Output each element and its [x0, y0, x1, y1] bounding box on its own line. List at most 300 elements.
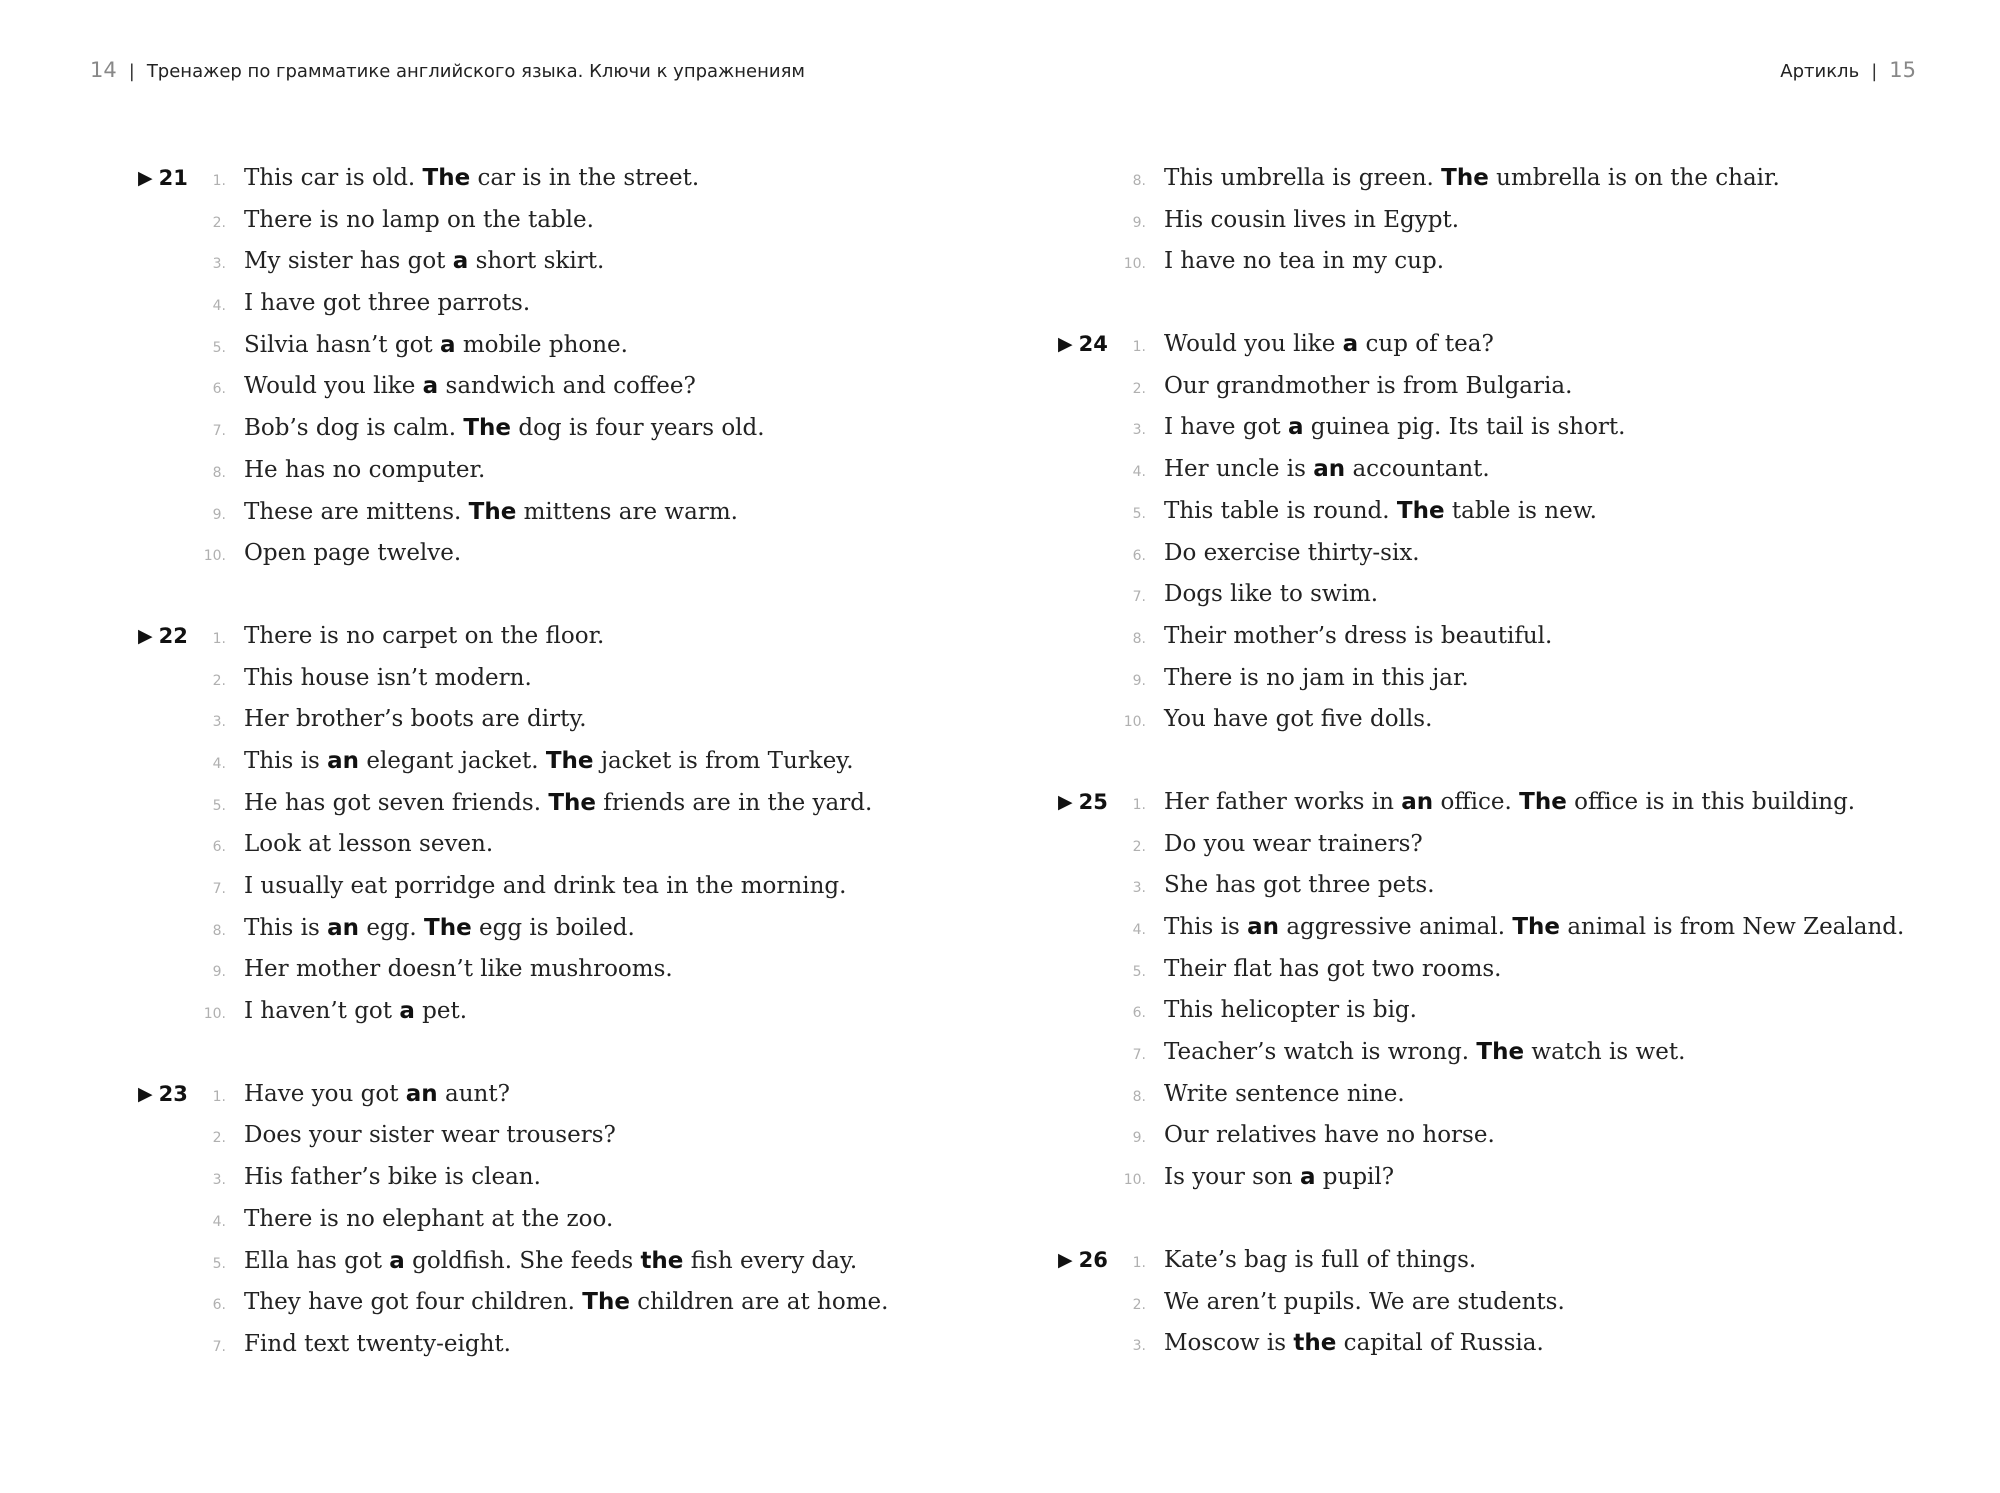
answer-text [1164, 1074, 1405, 1116]
answer-item [196, 1074, 968, 1116]
answer-text [1164, 366, 1572, 408]
answer-item [196, 1324, 968, 1366]
exercise-id: 24 [1078, 332, 1108, 357]
exercise-id: 25 [1078, 789, 1108, 814]
article-highlight: The [424, 914, 472, 941]
answer-text [244, 1074, 510, 1116]
answer-text [244, 492, 738, 534]
item-number: 2. [1132, 838, 1146, 855]
item-number: 8. [212, 464, 226, 481]
sentence-fragment: dog is four years old. [511, 415, 765, 442]
play-arrow-icon: ▶ [138, 1083, 153, 1106]
answer-text [1164, 200, 1459, 242]
answer-item [196, 949, 968, 991]
sentence-fragment: You have got five dolls. [1164, 706, 1433, 733]
answer-item [196, 783, 968, 825]
exercise-block [1058, 782, 1938, 1199]
exercise-block [1058, 324, 1938, 741]
sentence-fragment: Is your son [1164, 1164, 1300, 1191]
item-number: 7. [212, 1338, 226, 1355]
article-highlight: The [422, 165, 471, 191]
answer-text [1164, 699, 1432, 741]
sentence-fragment: mittens are warm. [516, 498, 738, 525]
item-number: 10. [1123, 256, 1146, 273]
exercise-block [138, 616, 968, 1033]
answer-item [1116, 1074, 1938, 1116]
answer-item [196, 241, 968, 283]
right-page-number: 15 [1889, 58, 1916, 82]
sentence-fragment: pet. [414, 998, 468, 1025]
sentence-fragment: Moscow is [1164, 1330, 1294, 1357]
answer-item [196, 866, 968, 908]
exercise-block [1058, 1240, 1938, 1365]
exercise-block [138, 158, 968, 575]
answer-item [196, 283, 968, 325]
item-number: 1. [1132, 1254, 1146, 1271]
item-number: 4. [1132, 922, 1146, 938]
item-number: 9. [212, 964, 226, 981]
answer-item [196, 658, 968, 700]
answer-text [244, 200, 594, 242]
answer-text [244, 783, 872, 825]
answer-item [1116, 574, 1938, 616]
answer-text [244, 408, 765, 450]
answer-text [1164, 949, 1502, 991]
exercise-number [1058, 324, 1108, 366]
answer-text [244, 366, 696, 408]
item-number: 10. [1123, 1172, 1146, 1189]
article-highlight: The [1476, 1039, 1525, 1066]
exercise-number [138, 158, 188, 200]
sentence-fragment: Do you wear trainers? [1164, 830, 1423, 857]
sentence-fragment: children are at home. [629, 1289, 889, 1316]
sentence-fragment: Write sentence nine. [1164, 1080, 1405, 1107]
play-arrow-icon: ▶ [1058, 333, 1073, 356]
answer-item [1116, 1157, 1938, 1199]
sentence-fragment: Bob’s dog is calm. [244, 415, 464, 442]
item-number: 9. [1132, 1130, 1146, 1147]
answer-item [196, 908, 968, 950]
exercise-id: 21 [158, 166, 188, 190]
item-number: 10. [203, 548, 226, 565]
article-highlight: an [405, 1080, 438, 1107]
article-highlight: the [640, 1247, 684, 1274]
sentence-fragment: table is new. [1444, 497, 1597, 524]
article-highlight: a [439, 331, 456, 358]
sentence-fragment: There is no jam in this jar. [1164, 664, 1469, 691]
answer-item [1116, 865, 1938, 907]
answer-text [244, 283, 530, 325]
sentence-fragment: Does your sister wear trousers? [244, 1122, 616, 1149]
sentence-fragment: Her brother’s boots are dirty. [244, 706, 587, 733]
answer-text [244, 158, 699, 200]
answer-text [1164, 1157, 1394, 1199]
answer-item [196, 991, 968, 1033]
sentence-fragment: She has got three pets. [1164, 872, 1435, 899]
article-highlight: a [452, 248, 469, 275]
answer-text [1164, 865, 1435, 907]
sentence-fragment: egg. [359, 914, 425, 941]
sentence-fragment: Kate’s bag is full of things. [1164, 1246, 1477, 1273]
answer-item [196, 1115, 968, 1157]
exercise-number [138, 1074, 188, 1116]
sentence-fragment: I have got [1164, 414, 1288, 441]
item-number: 6. [212, 381, 226, 398]
item-number: 9. [1132, 672, 1146, 689]
sentence-fragment: I haven’t got [244, 998, 400, 1025]
sentence-fragment: umbrella is on the chair. [1488, 165, 1780, 191]
item-number: 1. [1132, 339, 1146, 356]
sentence-fragment: office is in this building. [1566, 788, 1856, 815]
answer-item [196, 741, 968, 783]
answer-item [1116, 200, 1938, 242]
item-number: 1. [212, 173, 226, 189]
item-number: 1. [212, 1088, 226, 1105]
answer-item [1116, 491, 1938, 533]
item-number: 2. [212, 1130, 226, 1147]
item-number: 4. [212, 298, 226, 315]
answer-item [1116, 699, 1938, 741]
sentence-fragment: Do exercise thirty-six. [1164, 539, 1420, 566]
item-number: 8. [1132, 1088, 1146, 1105]
answer-item [196, 492, 968, 534]
sentence-fragment: pupil? [1315, 1164, 1395, 1191]
answer-text [1164, 158, 1780, 200]
sentence-fragment: I have got three parrots. [244, 290, 531, 317]
article-highlight: a [389, 1247, 405, 1274]
sentence-fragment: aunt? [437, 1080, 510, 1107]
sentence-fragment: aggressive animal. [1279, 914, 1513, 940]
answer-text [1164, 616, 1552, 658]
answer-text [1164, 990, 1417, 1032]
answer-list [1058, 1240, 1938, 1365]
item-number: 5. [1132, 505, 1146, 522]
article-highlight: a [1287, 414, 1304, 441]
play-arrow-icon: ▶ [138, 625, 153, 648]
sentence-fragment: They have got four children. [244, 1289, 583, 1316]
right-page-header [1780, 58, 1916, 82]
article-highlight: The [468, 498, 517, 525]
sentence-fragment: friends are in the yard. [596, 789, 873, 816]
exercise-id: 26 [1078, 1247, 1108, 1272]
sentence-fragment: This house isn’t modern. [244, 664, 532, 691]
article-highlight: an [327, 914, 360, 941]
sentence-fragment: Their flat has got two rooms. [1164, 955, 1502, 982]
sentence-fragment: jacket is from Turkey. [593, 747, 854, 774]
article-highlight: The [582, 1289, 630, 1316]
sentence-fragment: accountant. [1345, 456, 1490, 483]
sentence-fragment: Her mother doesn’t like mushrooms. [244, 956, 673, 983]
answer-item [1116, 1115, 1938, 1157]
answer-text [1164, 907, 1904, 949]
sentence-fragment: egg is boiled. [471, 914, 635, 941]
sentence-fragment: car is in the street. [470, 165, 700, 191]
answer-text [244, 658, 532, 700]
answer-item [1116, 1240, 1938, 1282]
sentence-fragment: His father’s bike is clean. [244, 1164, 541, 1191]
sentence-fragment: sandwich and coffee? [438, 373, 696, 400]
answer-text [244, 241, 604, 283]
answer-text [244, 908, 635, 950]
answer-item [196, 824, 968, 866]
item-number: 6. [212, 1297, 226, 1314]
answer-text [244, 1282, 888, 1324]
item-number: 3. [212, 256, 226, 273]
item-number: 4. [212, 1213, 226, 1230]
exercise-id: 23 [158, 1081, 188, 1106]
article-highlight: a [422, 373, 439, 400]
sentence-fragment: watch is wet. [1524, 1039, 1686, 1066]
article-highlight: The [1512, 914, 1561, 940]
answer-item [1116, 407, 1938, 449]
answer-text [244, 1324, 511, 1366]
item-number: 9. [1132, 214, 1146, 231]
item-number: 1. [1132, 796, 1146, 813]
sentence-fragment: Open page twelve. [244, 540, 462, 567]
exercise-id: 22 [158, 623, 188, 648]
answer-text [1164, 824, 1423, 866]
sentence-fragment: I usually eat porridge and drink tea in the morning. [244, 873, 847, 899]
answer-text [244, 1199, 613, 1241]
sentence-fragment: guinea pig. Its tail is short. [1303, 414, 1626, 441]
left-page-header [90, 58, 805, 82]
item-number: 3. [1132, 880, 1146, 897]
sentence-fragment: elegant jacket. [359, 747, 546, 774]
answer-item [1116, 907, 1938, 949]
answer-item [1116, 533, 1938, 575]
sentence-fragment: Have you got [244, 1080, 406, 1107]
sentence-fragment: mobile phone. [455, 331, 628, 358]
item-number: 7. [212, 881, 226, 897]
answer-item [1116, 366, 1938, 408]
answer-text [244, 741, 854, 783]
right-answers-column [1058, 158, 1938, 1406]
answer-text [244, 949, 673, 991]
header-separator: | [128, 61, 135, 82]
article-highlight: The [548, 789, 596, 816]
item-number: 5. [212, 797, 226, 814]
play-arrow-icon: ▶ [1058, 791, 1073, 814]
item-number: 4. [1132, 464, 1146, 481]
sentence-fragment: This is [244, 914, 328, 941]
answer-text [244, 325, 628, 367]
left-answers-column [138, 158, 968, 1407]
answer-item [1116, 158, 1938, 200]
item-number: 6. [1132, 547, 1146, 564]
article-highlight: a [399, 998, 415, 1025]
answer-text [1164, 491, 1597, 533]
item-number: 10. [1123, 714, 1146, 731]
item-number: 6. [1132, 1005, 1146, 1022]
sentence-fragment: This is [244, 747, 328, 774]
item-number: 3. [212, 714, 226, 731]
exercise-number [1058, 782, 1108, 824]
play-arrow-icon: ▶ [138, 167, 153, 190]
answer-item [196, 408, 968, 450]
sentence-fragment: short skirt. [468, 248, 605, 275]
answer-text [244, 450, 485, 492]
answer-text [1164, 574, 1378, 616]
answer-item [196, 325, 968, 367]
item-number: 7. [1132, 1047, 1146, 1064]
answer-text [1164, 449, 1490, 491]
answer-item [1116, 1032, 1938, 1074]
item-number: 8. [1132, 630, 1146, 647]
sentence-fragment: Would you like [1164, 331, 1343, 358]
answer-item [1116, 1323, 1938, 1365]
sentence-fragment: Look at lesson seven. [244, 831, 494, 858]
answer-text [244, 991, 467, 1033]
item-number: 9. [212, 506, 226, 523]
answer-text [1164, 533, 1420, 575]
article-highlight: an [1401, 788, 1434, 815]
sentence-fragment: office. [1433, 788, 1520, 815]
answer-text [244, 1115, 616, 1157]
header-separator: | [1871, 61, 1878, 82]
left-page-number: 14 [90, 58, 117, 82]
answer-text [244, 1241, 857, 1283]
sentence-fragment: My sister has got [244, 248, 453, 275]
sentence-fragment: We aren’t pupils. We are students. [1164, 1288, 1565, 1315]
exercise-number [138, 616, 188, 658]
answer-list [138, 158, 968, 575]
left-page-title: Тренажер по грамматике английского языка. Ключи к упражнениям [146, 61, 805, 82]
answer-item [196, 533, 968, 575]
answer-list [138, 1074, 968, 1366]
answer-text [244, 699, 587, 741]
item-number: 7. [212, 423, 226, 440]
article-highlight: The [463, 415, 512, 442]
answer-item [1116, 949, 1938, 991]
article-highlight: The [545, 747, 594, 774]
sentence-fragment: Her father works in [1164, 788, 1402, 815]
exercise-number [1058, 1240, 1108, 1282]
exercise-block [138, 1074, 968, 1366]
answer-list [138, 616, 968, 1033]
item-number: 2. [1132, 1296, 1146, 1313]
item-number: 7. [1132, 589, 1146, 606]
sentence-fragment: His cousin lives in Egypt. [1164, 206, 1460, 233]
sentence-fragment: cup of tea? [1358, 331, 1494, 358]
item-number: 5. [1132, 963, 1146, 980]
item-number: 6. [212, 839, 226, 856]
answer-list [1058, 158, 1938, 283]
item-number: 3. [212, 1172, 226, 1189]
article-highlight: The [1441, 165, 1489, 191]
answer-text [1164, 1032, 1685, 1074]
article-highlight: The [1519, 788, 1567, 815]
answer-item [196, 366, 968, 408]
answer-item [196, 1199, 968, 1241]
answer-text [1164, 1240, 1476, 1282]
sentence-fragment: fish every day. [683, 1247, 858, 1274]
item-number: 2. [212, 672, 226, 689]
answer-text [244, 533, 461, 575]
article-highlight: The [1396, 497, 1445, 524]
answer-item [196, 450, 968, 492]
sentence-fragment: Their mother’s dress is beautiful. [1164, 622, 1553, 649]
answer-text [1164, 1115, 1495, 1157]
sentence-fragment: These are mittens. [244, 498, 469, 525]
right-page-title: Артикль [1780, 61, 1860, 82]
answer-item [1116, 990, 1938, 1032]
answer-text [1164, 1323, 1544, 1365]
answer-text [1164, 407, 1625, 449]
sentence-fragment: capital of Russia. [1336, 1330, 1544, 1357]
answer-item [196, 158, 968, 200]
item-number: 10. [203, 1006, 226, 1023]
answer-text [244, 824, 493, 866]
item-number: 2. [1132, 380, 1146, 397]
article-highlight: an [1313, 456, 1346, 483]
item-number: 2. [212, 214, 226, 231]
sentence-fragment: There is no lamp on the table. [244, 206, 594, 233]
article-highlight: an [1247, 914, 1280, 940]
item-number: 3. [1132, 1338, 1146, 1355]
play-arrow-icon: ▶ [1058, 1249, 1073, 1272]
answer-item [196, 1241, 968, 1283]
answer-item [1116, 616, 1938, 658]
sentence-fragment: This umbrella is green. [1164, 165, 1442, 191]
exercise-block [1058, 158, 1938, 283]
item-number: 5. [212, 1255, 226, 1272]
item-number: 8. [1132, 173, 1146, 189]
sentence-fragment: There is no elephant at the zoo. [244, 1205, 614, 1232]
answer-text [244, 866, 846, 908]
sentence-fragment: I have no tea in my cup. [1164, 248, 1445, 275]
answer-item [1116, 449, 1938, 491]
answer-item [196, 616, 968, 658]
item-number: 4. [212, 755, 226, 772]
sentence-fragment: This table is round. [1164, 497, 1397, 524]
sentence-fragment: This helicopter is big. [1164, 997, 1417, 1024]
sentence-fragment: Ella has got [244, 1247, 390, 1274]
answer-list [1058, 324, 1938, 741]
answer-item [1116, 324, 1938, 366]
sentence-fragment: Find text twenty-eight. [244, 1330, 511, 1357]
answer-item [196, 699, 968, 741]
answer-item [1116, 658, 1938, 700]
answer-item [1116, 782, 1938, 824]
answer-item [196, 1282, 968, 1324]
answer-item [196, 200, 968, 242]
answer-item [1116, 824, 1938, 866]
answer-text [244, 1157, 541, 1199]
answer-text [1164, 324, 1494, 366]
answer-item [1116, 241, 1938, 283]
article-highlight: a [1342, 331, 1359, 358]
sentence-fragment: Our grandmother is from Bulgaria. [1164, 372, 1573, 399]
article-highlight: the [1293, 1330, 1337, 1357]
sentence-fragment: animal is from New Zealand. [1560, 914, 1905, 940]
item-number: 8. [212, 922, 226, 939]
item-number: 3. [1132, 422, 1146, 439]
sentence-fragment: Dogs like to swim. [1164, 581, 1379, 608]
item-number: 1. [212, 630, 226, 647]
sentence-fragment: Would you like [244, 373, 423, 400]
sentence-fragment: Her uncle is [1164, 456, 1314, 483]
sentence-fragment: He has got seven friends. [244, 789, 549, 816]
sentence-fragment: There is no carpet on the floor. [244, 622, 605, 649]
sentence-fragment: He has no computer. [244, 456, 486, 483]
answer-item [196, 1157, 968, 1199]
answer-text [244, 616, 604, 658]
sentence-fragment: Silvia hasn’t got [244, 331, 440, 358]
sentence-fragment: This car is old. [244, 165, 423, 191]
article-highlight: an [327, 747, 360, 774]
sentence-fragment: goldfish. She feeds [404, 1247, 641, 1274]
answer-text [1164, 241, 1444, 283]
